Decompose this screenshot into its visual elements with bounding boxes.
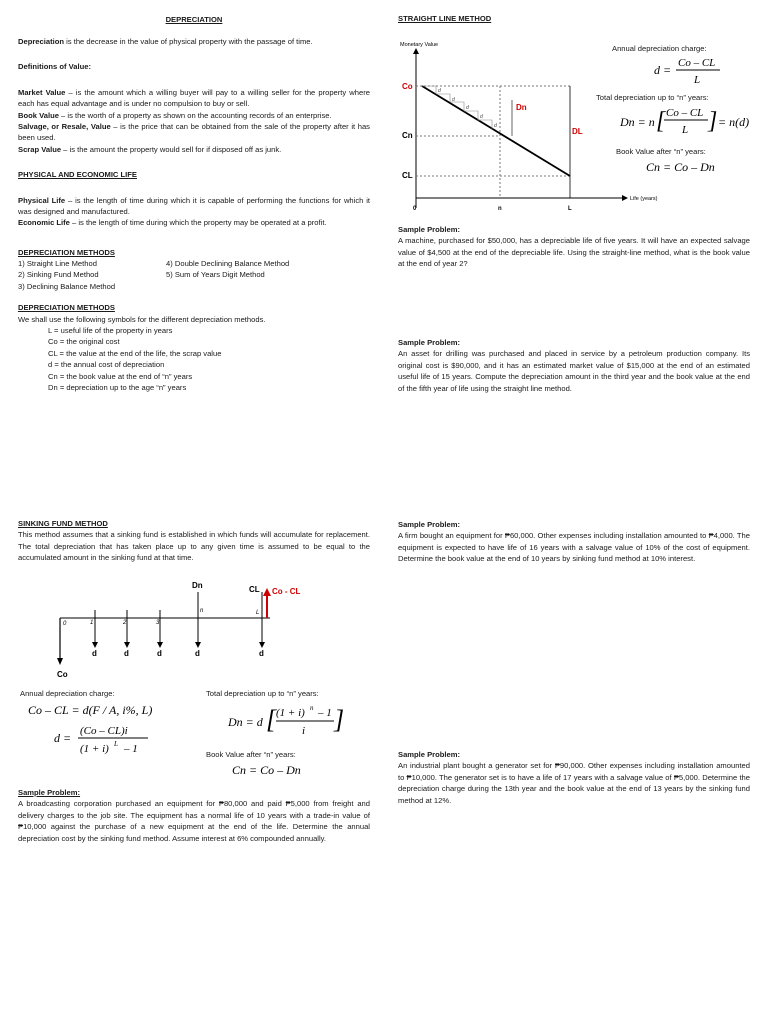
- left-column: [18, 14, 370, 393]
- svg-text:3: 3: [156, 620, 160, 626]
- symbols-intro: We shall use the following symbols for the different depreciation methods.: [18, 314, 266, 324]
- svg-text:[: [: [656, 108, 666, 134]
- svg-text:L: L: [568, 206, 572, 212]
- methods-list: [18, 258, 370, 292]
- sl-total-label: Total depreciation up to “n” years:: [596, 93, 709, 102]
- cl-label: CL: [402, 171, 413, 180]
- svg-text:0: 0: [413, 206, 417, 212]
- method-item: 1) Straight Line Method: [18, 259, 97, 269]
- salvage-value-def: Salvage, or Resale, Value – is the price that can be obtained from the sale of the property after it has been used.: [18, 121, 370, 143]
- svg-text:d =: d =: [654, 63, 672, 77]
- svg-text:– 1: – 1: [318, 707, 332, 719]
- sf-annual-label: Annual depreciation charge:: [20, 689, 115, 698]
- sf-total-label: Total depreciation up to “n” years:: [206, 689, 319, 698]
- svg-text:[: [: [266, 705, 277, 734]
- svg-text:(1 + i): (1 + i): [80, 743, 109, 755]
- svg-text:n: n: [498, 206, 502, 212]
- straight-line-heading: STRAIGHT LINE METHOD: [398, 14, 492, 23]
- book-value-def: Book Value – is the worth of a property as shown on the accounting records of an enterprise.: [18, 110, 332, 120]
- svg-text:Dn = d: Dn = d: [228, 715, 263, 729]
- symbol-item: L = useful life of the property in years: [48, 326, 173, 336]
- sample-problem-3: [398, 519, 750, 565]
- svg-text:L: L: [682, 124, 689, 136]
- depreciation-line: [422, 86, 570, 176]
- method-item: 2) Sinking Fund Method: [18, 270, 99, 280]
- sample-text: An asset for drilling was purchased and placed in service by a petroleum production company. Its original cost is $90,000, and it has an estimated market value of $15,000 at the end of an estimated useful life of 15 years. Compute the depreciation amount in the third year and the book value at the end of the fifth year of life using the straight line method.: [398, 349, 750, 393]
- symbols-heading: DEPRECIATION METHODS: [18, 303, 115, 313]
- tick-label: 0: [63, 621, 67, 627]
- co-label: Co: [57, 670, 68, 679]
- y-axis-label: Monetary Value: [400, 42, 439, 48]
- co-label: Co: [402, 82, 413, 91]
- svg-text:]: ]: [334, 705, 345, 734]
- dl-label: DL: [572, 127, 583, 136]
- svg-text:n: n: [200, 608, 204, 614]
- svg-text:– 1: – 1: [124, 743, 138, 755]
- svg-text:Cn = Co – Dn: Cn = Co – Dn: [232, 763, 301, 777]
- dn-label: Dn: [516, 103, 527, 112]
- svg-text:d =: d =: [54, 731, 72, 745]
- sf-annual-formula: [26, 700, 176, 760]
- life-list: [18, 195, 370, 229]
- sinking-fund-heading: SINKING FUND METHOD: [18, 519, 108, 528]
- sample-heading: Sample Problem:: [398, 338, 461, 347]
- svg-text:1: 1: [90, 620, 94, 626]
- d-label: d: [195, 649, 200, 658]
- sl-annual-label: Annual depreciation charge:: [612, 44, 707, 53]
- d-label: d: [92, 649, 97, 658]
- sample-text: A firm bought an equipment for ₱60,000. Other expenses including installation amounted to ₱4,000. The equipment is expected to have life of 16 years with a salvage value of 10% of the cost of equipment. Determine the book value at the end of 10 years by sinking fund method at 10% interest.: [398, 531, 750, 564]
- svg-text:= n(d): = n(d): [718, 115, 750, 129]
- sample-text: A broadcasting corporation purchased an equipment for ₱80,000 and paid ₱5,000 from freight and delivery charges to the job site. The equipment has a normal life of 10 years with a trade-in value of ₱10,000 against the purchase of a new equipment at the end of the life. Determine the annual depreciation cost by the sinking fund method. Assume interest at 6% compounded annually.: [18, 799, 370, 843]
- sinking-fund-diagram: [40, 578, 340, 684]
- svg-text:L: L: [694, 74, 701, 86]
- method-item: 4) Double Declining Balance Method: [166, 259, 290, 269]
- cn-label: Cn: [402, 131, 413, 140]
- sl-annual-formula: [650, 54, 740, 88]
- cl-label: CL: [249, 585, 260, 594]
- svg-text:d: d: [452, 97, 455, 103]
- sample-text: An industrial plant bought a generator set for ₱90,000. Other expenses including installation amounted to ₱10,000. The generator set is to have a life of 17 years with a salvage value of ₱5,000. Determine the depreciation charge during the 13th year and the book value at the end of 13 years by the sinking fund method at 12%.: [398, 761, 750, 805]
- sample-text: A machine, purchased for $50,000, has a depreciable life of five years. It will have an expected salvage value of $4,500 at the end of the depreciable life. Using the straight-line method, what is the book value at the end of year 2?: [398, 236, 750, 269]
- sample-problem-1: [398, 224, 750, 270]
- d-label: d: [157, 649, 162, 658]
- market-value-def: Market Value – is the amount which a willing buyer will pay to a willing seller for the property where each has equal advantage and is under no compulsion to buy or sell.: [18, 87, 370, 109]
- dn-label: Dn: [192, 581, 203, 590]
- sample-heading: Sample Problem:: [398, 225, 461, 234]
- symbol-item: Cn = the book value at the end of “n” years: [48, 371, 193, 381]
- svg-text:Dn = n: Dn = n: [620, 115, 655, 129]
- symbols-list: [18, 325, 370, 393]
- sample-heading: Sample Problem:: [398, 750, 461, 759]
- symbol-item: CL = the value at the end of the life, the scrap value: [48, 348, 222, 358]
- values-list: [18, 87, 370, 155]
- sample-problem-2: [398, 337, 750, 394]
- sample-heading: Sample Problem:: [18, 788, 81, 797]
- svg-text:Co – CL: Co – CL: [666, 107, 704, 119]
- co-arrowhead: [57, 658, 63, 665]
- svg-text:]: ]: [708, 108, 718, 134]
- physical-life-heading: PHYSICAL AND ECONOMIC LIFE: [18, 170, 137, 180]
- page-title: DEPRECIATION: [165, 15, 223, 24]
- svg-text:Co – CL = d(F / A, i%, L): Co – CL = d(F / A, i%, L): [28, 703, 153, 717]
- sf-sample: [18, 787, 370, 844]
- sample-heading: Sample Problem:: [398, 520, 461, 529]
- methods-heading: DEPRECIATION METHODS: [18, 247, 115, 257]
- x-axis-label: Life (years): [630, 196, 658, 202]
- definitions-heading: Definitions of Value:: [18, 62, 91, 72]
- sf-total-formula: [226, 702, 356, 744]
- svg-text:d: d: [494, 123, 497, 129]
- svg-text:i: i: [302, 725, 306, 737]
- d-label: d: [259, 649, 264, 658]
- sf-book-label: Book Value after “n” years:: [206, 750, 296, 759]
- svg-text:d: d: [438, 88, 441, 94]
- depreciation-definition: Depreciation is the decrease in the value of physical property with the passage of time.: [18, 37, 313, 46]
- sl-total-formula: [618, 104, 758, 140]
- sinking-fund-text: This method assumes that a sinking fund is established in which funds will accumulate for replacement. The total depreciation that has taken place up to any given time is assumed to be equal to the accumulated amount in the sinking fund at that time.: [18, 530, 370, 563]
- method-item: 5) Sum of Years Digit Method: [166, 270, 265, 280]
- svg-text:2: 2: [123, 620, 127, 626]
- d-label: d: [124, 649, 129, 658]
- svg-text:Co – CL: Co – CL: [678, 57, 716, 69]
- sample-problem-4: [398, 749, 750, 806]
- svg-text:L: L: [114, 740, 118, 748]
- economic-life-def: Economic Life – is the length of time during which the property may be operated at a profit.: [18, 218, 327, 228]
- sl-book-label: Book Value after “n” years:: [616, 147, 706, 156]
- sinking-fund-section: [18, 518, 370, 564]
- svg-text:Cn = Co – Dn: Cn = Co – Dn: [646, 160, 715, 174]
- co-cl-label: Co - CL: [272, 587, 301, 596]
- sf-book-formula: [232, 760, 332, 780]
- method-item: 3) Declining Balance Method: [18, 281, 116, 291]
- svg-text:d: d: [480, 114, 483, 120]
- svg-text:(1 + i): (1 + i): [276, 707, 305, 719]
- svg-text:L: L: [256, 610, 260, 616]
- symbol-item: d = the annual cost of depreciation: [48, 360, 165, 370]
- svg-text:d: d: [466, 105, 469, 111]
- scrap-value-def: Scrap Value – is the amount the property would sell for if disposed off as junk.: [18, 144, 282, 154]
- svg-text:(Co – CL)i: (Co – CL)i: [80, 725, 128, 737]
- physical-life-def: Physical Life – is the length of time during which it is capable of performing the functions for which it was designed and manufactured.: [18, 195, 370, 216]
- svg-text:n: n: [310, 704, 314, 712]
- symbol-item: Dn = depreciation up to the age “n” years: [48, 382, 187, 392]
- symbol-item: Co = the original cost: [48, 337, 120, 347]
- sl-book-formula: [646, 157, 746, 177]
